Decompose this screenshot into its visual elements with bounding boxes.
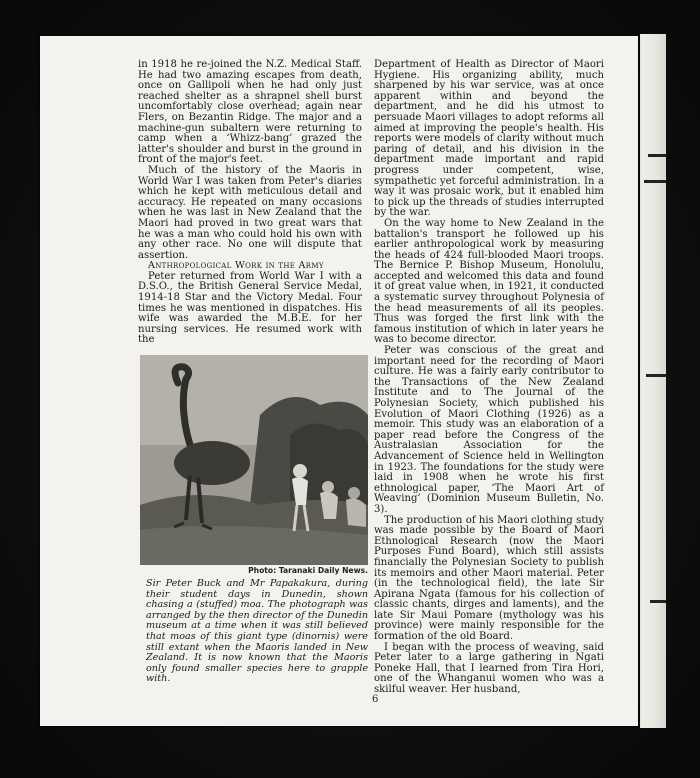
left-paragraph-1: in 1918 he re-joined the N.Z. Medical Staff. He had two amazing escapes from death, once on Gallipoli when he had only just reached shelter as a shrapnel shell burst uncomfortably close overhead; again near Flers, on Bezantin Ridge. The major and a machine-gun subaltern were returning to camp when a ‘Whizz-bang’ grazed the latter's shoulder and burst in the ground in front of the major's feet.	[138, 59, 362, 166]
edge-mark	[650, 600, 666, 603]
right-column	[374, 60, 604, 696]
left-column	[138, 60, 362, 346]
right-paragraph-4: The production of his Maori clothing study was made possible by the Board of Maori Ethnological Research (now the Maori Purposes Fund Board), which still assists financially the Polynesian Society to publish its memoirs and other Maori material. Peter (in the technological field), the late Sir Apirana Ngata (famous for his collection of classic chants, dirges and laments), and the late Sir Maui Pomare (mythology was his province) were mainly responsible for the formation of the old Board.	[374, 514, 604, 643]
edge-mark	[648, 154, 666, 157]
left-paragraph-3: Peter returned from World War I with a D.S.O., the British General Service Medal, 1914-18 Star and the Victory Medal. Four times he was mentioned in dispatches. His wife was awarded the M.B.E. for her nursing services. He resumed work with the	[138, 270, 362, 346]
right-paragraph-5: I began with the process of weaving, said Peter later to a large gathering in Ngati Poneke Hall, that I learned from Tira Hori, one of the Whanganui women who was a skilful weaver. Her husband,	[374, 641, 604, 696]
adjacent-page-edge	[640, 34, 666, 728]
section-heading: Anthropological Work in the Army	[148, 260, 324, 272]
photo-illustration	[140, 355, 368, 565]
right-paragraph-2: On the way home to New Zealand in the battalion's transport he followed up his earlier anthropological work by measuring the heads of 424 full-blooded Maori troops. The Bernice P. Bishop Museum, Honolulu, accepted and welcomed this data and found it of great value when, in 1921, it conducted a systematic survey throughout Polynesia of the head measurements of all its peoples. Thus was forged the first link with the famous institution of which in later years he was to become director.	[374, 217, 604, 346]
page-number: 6	[372, 694, 379, 705]
edge-mark	[644, 180, 666, 183]
moa-photograph	[140, 355, 368, 565]
photo-caption: Sir Peter Buck and Mr Papakakura, during their student days in Dunedin, shown chasing a (stuffed) moa. The photograph was arranged by the then director of the Dunedin museum at a time when it was still believed that moas of this giant type (dinornis) were still extant when the Maoris landed in New Zealand. It is now known that the Maoris only found smaller species here to grapple with.	[146, 578, 368, 685]
right-paragraph-1: Department of Health as Director of Maori Hygiene. His organizing ability, much sharpened by his war service, was at once apparent within and beyond the department, and he did his utmost to persuade Maori villages to adopt reforms all aimed at improving the people's health. His reports were models of clarity without much paring of detail, and his division in the department made important and rapid progress under competent, wise, sympathetic yet forceful administration. In a way it was prosaic work, but it enabled him to pick up the threads of studies interrupted by the war.	[374, 59, 604, 219]
left-paragraph-2: Much of the history of the Maoris in World War I was taken from Peter's diaries which he kept with meticulous detail and accuracy. He repeated on many occasions when he was last in New Zealand that the Maori had proved in two great wars that he was a man who could hold his own with any other race. No one will dispute that assertion.	[138, 164, 362, 261]
edge-mark	[646, 374, 666, 377]
right-paragraph-3: Peter was conscious of the great and important need for the recording of Maori culture. He was a fairly early contributor to the Transactions of the New Zealand Institute and to The Journal of the Polynesian Society, which published his Evolution of Maori Clothing (1926) as a memoir. This study was an elaboration of a paper read before the Congress of the Australasian Association for the Advancement of Science held in Wellington in 1923. The foundations for the study were laid in 1908 when he wrote his first ethnological paper, ‘The Maori Art of Weaving’ (Dominion Museum Bulletin, No. 3).	[374, 345, 604, 515]
photo-credit: Photo: Taranaki Daily News.	[248, 566, 368, 575]
